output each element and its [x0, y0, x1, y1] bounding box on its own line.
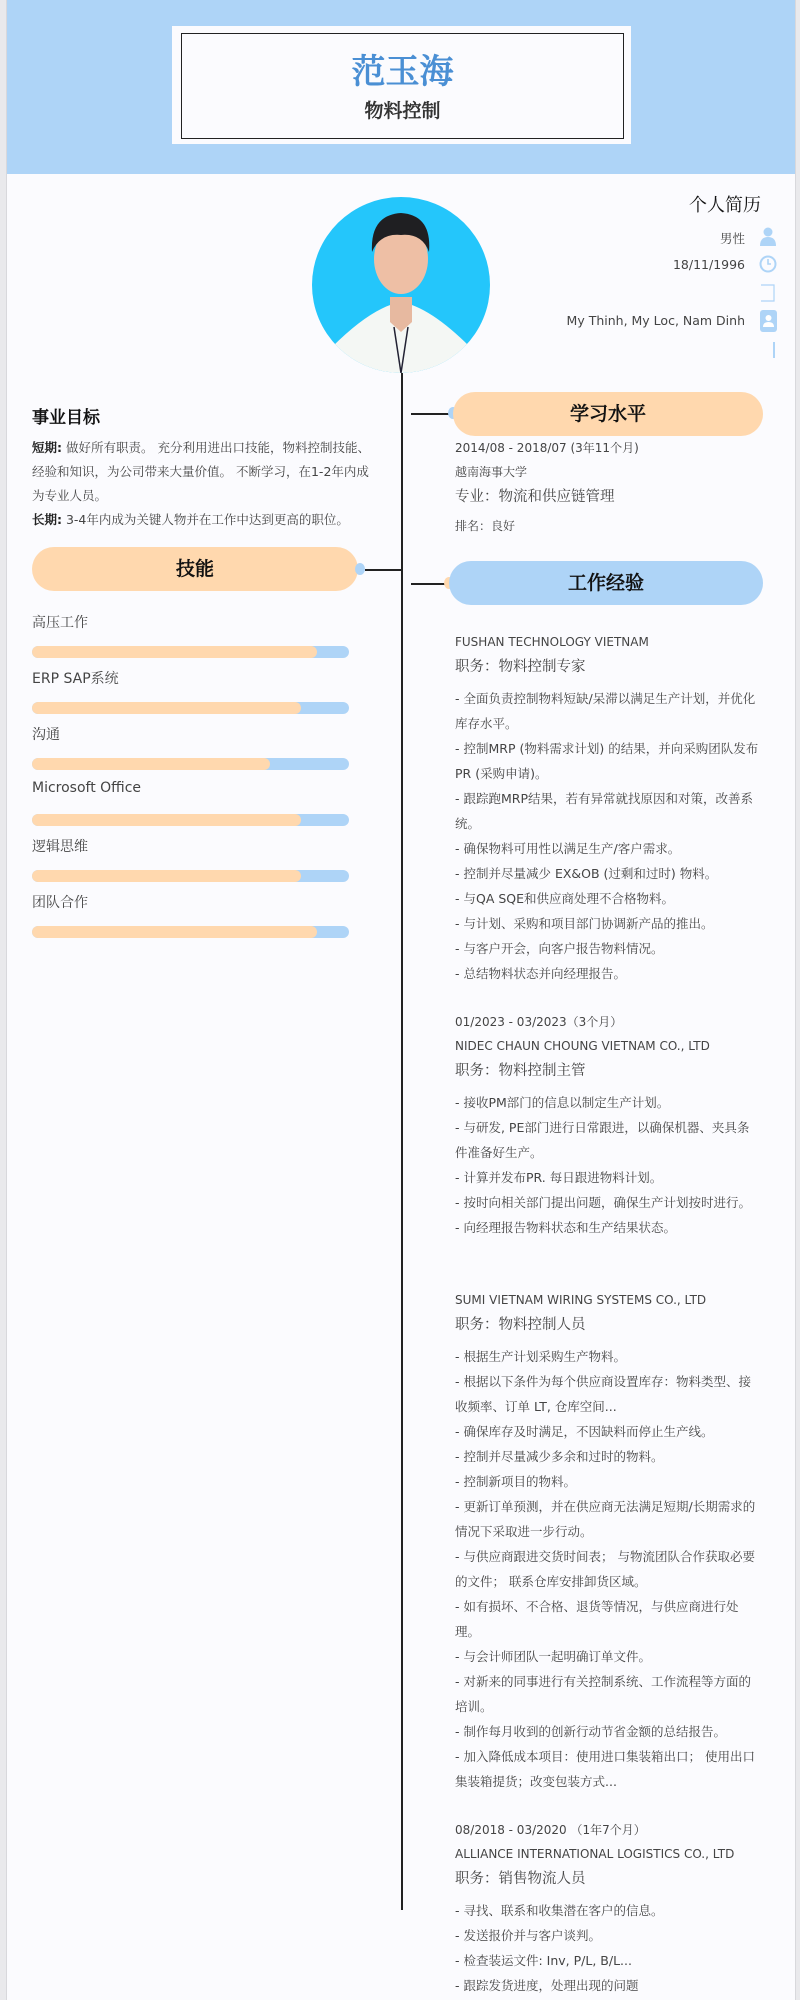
skills-heading: 技能	[32, 547, 358, 591]
skill-bar-fill	[32, 814, 301, 826]
skill-bar-fill	[32, 702, 301, 714]
job-duty: - 控制并尽量减少 EX&OB (过剩和过时) 物料。	[455, 866, 718, 881]
skill-label: 沟通	[32, 727, 60, 743]
job-position: 职务：物料控制人员	[455, 1317, 586, 1333]
job-duty: - 加入降低成本项目：使用进口集装箱出口； 使用出口集装箱提货；改变包装方式...	[455, 1749, 755, 1789]
job-duty: - 跟踪跑MRP结果，若有异常就找原因和对策，改善系统。	[455, 791, 753, 831]
job-company: NIDEC CHAUN CHOUNG VIETNAM CO., LTD	[455, 1039, 710, 1053]
skill-bar-fill	[32, 870, 301, 882]
job-duty: - 更新订单预测，并在供应商无法满足短期/长期需求的情况下采取进一步行动。	[455, 1499, 756, 1539]
job-duty: - 与会计师团队一起明确订单文件。	[455, 1649, 651, 1664]
skill-bar-fill	[32, 926, 317, 938]
address-book-icon	[759, 310, 777, 328]
job-duty: - 控制MRP (物料需求计划) 的结果，并向采购团队发布PR (采购申请)。	[455, 741, 759, 781]
skill-item	[32, 892, 349, 938]
job-duty: - 寻找、联系和收集潜在客户的信息。	[455, 1903, 664, 1918]
skill-label: 逻辑思维	[32, 839, 88, 855]
skill-bar	[32, 870, 349, 882]
gender: 男性	[719, 231, 745, 246]
birthdate: 18/11/1996	[672, 257, 745, 272]
job-duty: - 总结物料状态并向经理报告。	[455, 966, 626, 981]
job-duty: - 检查装运文件: Inv, P/L, B/L...	[455, 1953, 632, 1968]
job-duty: - 跟踪发货进度，处理出现的问题	[455, 1978, 639, 1993]
skill-label: ERP SAP系统	[32, 671, 119, 687]
education-section	[455, 436, 765, 538]
user-icon	[759, 227, 777, 245]
job-duty: - 确保库存及时满足，不因缺料而停止生产线。	[455, 1424, 714, 1439]
candidate-name: 范玉海	[351, 52, 454, 92]
job-duty: - 接收PM部门的信息以制定生产计划。	[455, 1095, 670, 1110]
skill-item	[32, 668, 349, 714]
job-company: ALLIANCE INTERNATIONAL LOGISTICS CO., LTD	[455, 1847, 735, 1861]
profile-photo	[312, 197, 490, 373]
skill-bar	[32, 926, 349, 938]
job-entry	[455, 1288, 760, 1794]
name-box	[172, 26, 631, 144]
connector-line	[411, 413, 453, 415]
objective-text: 短期: 做好所有职责。 充分利用进出口技能，物料控制技能、经验和知识，为公司带来大量价值。 不断学习，在1-2年内成为专业人员。 长期: 3-4年内成为关键人物并在工作中达到更高的职位。	[32, 440, 370, 527]
work-list	[455, 630, 760, 1998]
address: My Thinh, My Loc, Nam Dinh	[566, 313, 745, 328]
job-duty: - 对新来的同事进行有关控制系统、工作流程等方面的培训。	[455, 1674, 751, 1714]
job-position: 职务：物料控制主管	[455, 1063, 586, 1079]
job-duty: - 与计划、采购和项目部门协调新产品的推出。	[455, 916, 714, 931]
job-company: FUSHAN TECHNOLOGY VIETNAM	[455, 635, 649, 649]
job-duty: - 确保物料可用性以满足生产/客户需求。	[455, 841, 681, 856]
job-entry	[455, 1010, 760, 1240]
resume-page	[6, 0, 796, 2000]
education-heading: 学习水平	[453, 392, 763, 436]
job-duty: - 计算并发布PR. 每日跟进物料计划。	[455, 1170, 663, 1185]
job-duty: - 发送报价并与客户谈判。	[455, 1928, 601, 1943]
job-position: 职务：销售物流人员	[455, 1871, 586, 1887]
skill-bar	[32, 814, 349, 826]
education-school: 越南海事大学	[455, 465, 528, 479]
skill-bar-fill	[32, 758, 270, 770]
resume-label: 个人简历	[689, 195, 761, 216]
job-duty: - 与QA SQE和供应商处理不合格物料。	[455, 891, 675, 906]
job-duty: - 与客户开会，向客户报告物料情况。	[455, 941, 664, 956]
work-heading: 工作经验	[449, 561, 763, 605]
job-entry	[455, 1818, 760, 1998]
job-duty: - 根据以下条件为每个供应商设置库存：物料类型、接收频率、订单 LT, 仓库空间...	[455, 1374, 751, 1414]
skill-item	[32, 724, 349, 770]
job-duty: - 如有损坏、不合格、退货等情况，与供应商进行处理。	[455, 1599, 739, 1639]
job-company: SUMI VIETNAM WIRING SYSTEMS CO., LTD	[455, 1293, 707, 1307]
job-duty: - 按时向相关部门提出问题，确保生产计划按时进行。	[455, 1195, 751, 1210]
info-icon	[759, 340, 777, 358]
job-duty: - 控制并尽量减少多余和过时的物料。	[455, 1449, 664, 1464]
connector-dot	[355, 563, 365, 575]
objective-heading: 事业目标	[32, 408, 100, 428]
connector-line	[365, 569, 401, 571]
skill-item	[32, 780, 349, 826]
job-duty: - 与研发, PE部门进行日常跟进，以确保机器、夹具条件准备好生产。	[455, 1120, 750, 1160]
clock-icon	[759, 255, 777, 273]
job-duty: - 控制新项目的物料。	[455, 1474, 576, 1489]
skill-bar	[32, 702, 349, 714]
skill-label: Microsoft Office	[32, 780, 142, 796]
job-period: 01/2023 - 03/2023（3个月）	[455, 1015, 623, 1029]
job-duty: - 向经理报告物料状态和生产结果状态。	[455, 1220, 676, 1235]
job-title: 物料控制	[364, 100, 441, 122]
skill-item	[32, 612, 349, 658]
skill-bar	[32, 758, 349, 770]
skill-label: 团队合作	[32, 895, 88, 911]
skill-bar-fill	[32, 646, 317, 658]
skill-label: 高压工作	[32, 615, 88, 631]
skill-bar	[32, 646, 349, 658]
timeline-line	[401, 373, 403, 1910]
job-duty: - 全面负责控制物料短缺/呆滞以满足生产计划，并优化库存水平。	[455, 691, 756, 731]
job-entry	[455, 630, 760, 986]
education-major: 专业：物流和供应链管理	[455, 489, 615, 505]
job-period: 08/2018 - 03/2020 （1年7个月）	[455, 1823, 646, 1837]
job-duty: - 制作每月收到的创新行动节省金额的总结报告。	[455, 1724, 726, 1739]
education-rank: 排名：良好	[455, 519, 516, 533]
skill-item	[32, 836, 349, 882]
job-duty: - 与供应商跟进交货时间表； 与物流团队合作获取必要的文件； 联系仓库安排卸货区域。	[455, 1549, 755, 1589]
education-period: 2014/08 - 2018/07 (3年11个月)	[455, 441, 639, 455]
job-duty: - 根据生产计划采购生产物料。	[455, 1349, 626, 1364]
phone-icon	[759, 284, 777, 302]
job-position: 职务：物料控制专家	[455, 659, 586, 675]
